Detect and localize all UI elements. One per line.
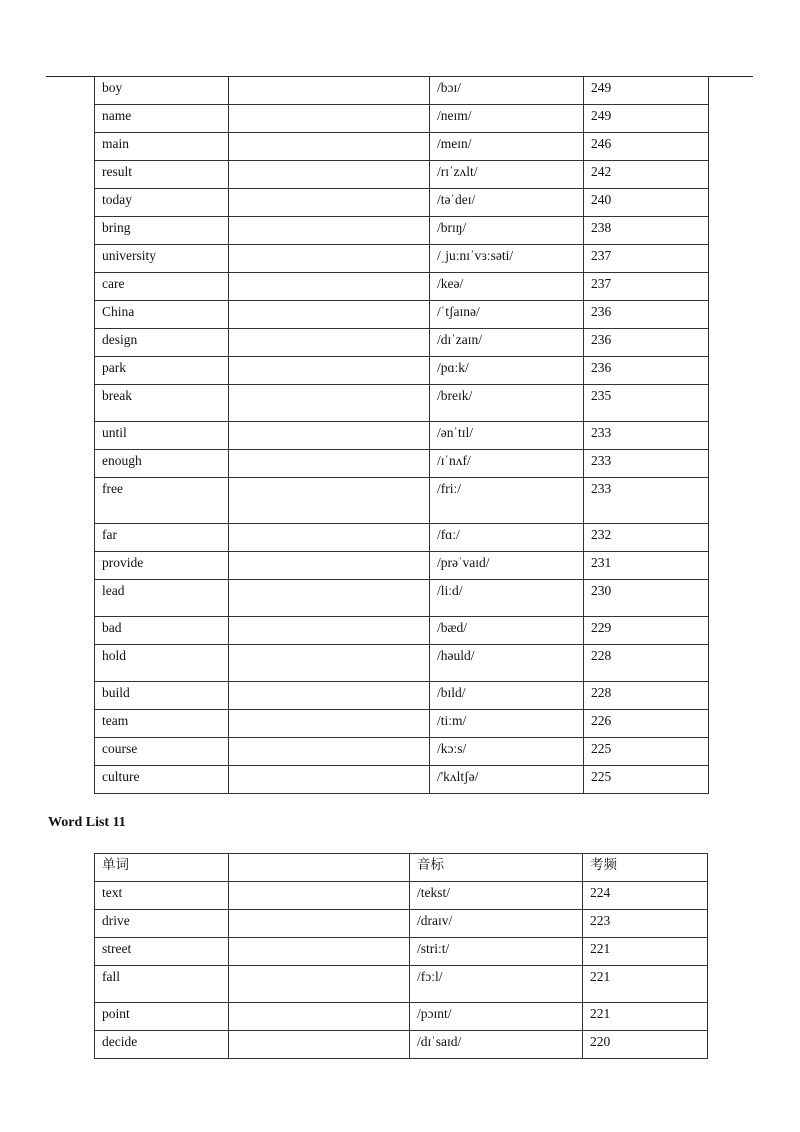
word-cell: until: [95, 422, 229, 450]
frequency-cell: 228: [584, 682, 709, 710]
phonetic-cell: /liːd/: [430, 580, 584, 617]
meaning-cell: [229, 450, 430, 478]
word-cell: bring: [95, 217, 229, 245]
frequency-cell: 242: [584, 161, 709, 189]
phonetic-cell: /friː/: [430, 478, 584, 524]
meaning-cell: [229, 645, 430, 682]
word-cell: far: [95, 524, 229, 552]
meaning-cell: [229, 580, 430, 617]
table-row: [95, 133, 709, 161]
frequency-cell: 224: [583, 882, 708, 910]
meaning-cell: [229, 552, 430, 580]
table-row: [95, 1003, 708, 1031]
frequency-cell: 225: [584, 766, 709, 794]
frequency-cell: 237: [584, 273, 709, 301]
header-word: 单词: [95, 854, 229, 882]
word-cell: bad: [95, 617, 229, 645]
meaning-cell: [229, 738, 430, 766]
word-cell: street: [95, 938, 229, 966]
meaning-cell: [229, 422, 430, 450]
word-cell: build: [95, 682, 229, 710]
meaning-cell: [229, 301, 430, 329]
frequency-cell: 240: [584, 189, 709, 217]
table-row: [95, 189, 709, 217]
meaning-cell: [229, 189, 430, 217]
frequency-cell: 233: [584, 422, 709, 450]
header-phonetic: 音标: [410, 854, 583, 882]
phonetic-cell: /təˈdeɪ/: [430, 189, 584, 217]
word-cell: main: [95, 133, 229, 161]
word-cell: lead: [95, 580, 229, 617]
frequency-cell: 235: [584, 385, 709, 422]
meaning-cell: [229, 910, 410, 938]
table-row: [95, 217, 709, 245]
table-row: [95, 524, 709, 552]
frequency-cell: 230: [584, 580, 709, 617]
phonetic-cell: /keə/: [430, 273, 584, 301]
frequency-cell: 233: [584, 478, 709, 524]
frequency-cell: 229: [584, 617, 709, 645]
table-row: [95, 77, 709, 105]
phonetic-cell: /striːt/: [410, 938, 583, 966]
meaning-cell: [229, 617, 430, 645]
meaning-cell: [229, 77, 430, 105]
table-row: [95, 245, 709, 273]
frequency-cell: 231: [584, 552, 709, 580]
table-row: [95, 161, 709, 189]
table-row: [95, 766, 709, 794]
header-meaning: [229, 854, 410, 882]
word-cell: provide: [95, 552, 229, 580]
frequency-cell: 238: [584, 217, 709, 245]
frequency-cell: 236: [584, 301, 709, 329]
phonetic-cell: /neɪm/: [430, 105, 584, 133]
meaning-cell: [229, 1031, 410, 1059]
meaning-cell: [229, 882, 410, 910]
meaning-cell: [229, 273, 430, 301]
frequency-cell: 237: [584, 245, 709, 273]
frequency-cell: 233: [584, 450, 709, 478]
word-cell: break: [95, 385, 229, 422]
meaning-cell: [229, 329, 430, 357]
table-row: [95, 738, 709, 766]
table-header-row: [95, 854, 708, 882]
frequency-cell: 225: [584, 738, 709, 766]
word-cell: China: [95, 301, 229, 329]
word-list-heading: Word List 11: [48, 815, 126, 830]
word-table-continued: [94, 76, 709, 794]
phonetic-cell: /meɪn/: [430, 133, 584, 161]
meaning-cell: [229, 105, 430, 133]
phonetic-cell: /bæd/: [430, 617, 584, 645]
meaning-cell: [229, 478, 430, 524]
frequency-cell: 236: [584, 329, 709, 357]
word-cell: point: [95, 1003, 229, 1031]
table-row: [95, 617, 709, 645]
word-cell: culture: [95, 766, 229, 794]
table-row: [95, 329, 709, 357]
frequency-cell: 232: [584, 524, 709, 552]
phonetic-cell: /tekst/: [410, 882, 583, 910]
phonetic-cell: /breɪk/: [430, 385, 584, 422]
meaning-cell: [229, 966, 410, 1003]
word-cell: university: [95, 245, 229, 273]
frequency-cell: 236: [584, 357, 709, 385]
word-cell: fall: [95, 966, 229, 1003]
meaning-cell: [229, 524, 430, 552]
meaning-cell: [229, 766, 430, 794]
meaning-cell: [229, 357, 430, 385]
table-row: [95, 450, 709, 478]
frequency-cell: 221: [583, 938, 708, 966]
word-cell: text: [95, 882, 229, 910]
table-row: [95, 273, 709, 301]
meaning-cell: [229, 682, 430, 710]
phonetic-cell: /ɪˈnʌf/: [430, 450, 584, 478]
word-cell: boy: [95, 77, 229, 105]
frequency-cell: 220: [583, 1031, 708, 1059]
table-row: [95, 105, 709, 133]
frequency-cell: 226: [584, 710, 709, 738]
frequency-cell: 249: [584, 77, 709, 105]
phonetic-cell: /draɪv/: [410, 910, 583, 938]
phonetic-cell: /bɔɪ/: [430, 77, 584, 105]
table-row: [95, 552, 709, 580]
meaning-cell: [229, 710, 430, 738]
phonetic-cell: /pɔɪnt/: [410, 1003, 583, 1031]
frequency-cell: 249: [584, 105, 709, 133]
phonetic-cell: /fɑː/: [430, 524, 584, 552]
phonetic-cell: /'kʌltʃə/: [430, 766, 584, 794]
frequency-cell: 221: [583, 966, 708, 1003]
table-row: [95, 478, 709, 524]
phonetic-cell: /bɪld/: [430, 682, 584, 710]
phonetic-cell: /rɪˈzʌlt/: [430, 161, 584, 189]
frequency-cell: 221: [583, 1003, 708, 1031]
word-cell: result: [95, 161, 229, 189]
phonetic-cell: /dɪˈsaɪd/: [410, 1031, 583, 1059]
table-row: [95, 301, 709, 329]
phonetic-cell: /tiːm/: [430, 710, 584, 738]
word-cell: course: [95, 738, 229, 766]
word-list-11-table: [94, 853, 708, 1059]
word-cell: today: [95, 189, 229, 217]
meaning-cell: [229, 245, 430, 273]
meaning-cell: [229, 385, 430, 422]
table-row: [95, 580, 709, 617]
table-row: [95, 422, 709, 450]
frequency-cell: 246: [584, 133, 709, 161]
frequency-cell: 228: [584, 645, 709, 682]
word-cell: team: [95, 710, 229, 738]
phonetic-cell: /ənˈtɪl/: [430, 422, 584, 450]
phonetic-cell: /brɪŋ/: [430, 217, 584, 245]
word-cell: care: [95, 273, 229, 301]
table-row: [95, 385, 709, 422]
word-cell: design: [95, 329, 229, 357]
phonetic-cell: /dɪˈzaɪn/: [430, 329, 584, 357]
phonetic-cell: /prəˈvaɪd/: [430, 552, 584, 580]
table-row: [95, 966, 708, 1003]
table-row: [95, 1031, 708, 1059]
meaning-cell: [229, 217, 430, 245]
table-row: [95, 682, 709, 710]
frequency-cell: 223: [583, 910, 708, 938]
word-cell: decide: [95, 1031, 229, 1059]
phonetic-cell: /kɔːs/: [430, 738, 584, 766]
table-row: [95, 910, 708, 938]
word-cell: hold: [95, 645, 229, 682]
word-cell: name: [95, 105, 229, 133]
table-row: [95, 938, 708, 966]
word-cell: park: [95, 357, 229, 385]
meaning-cell: [229, 161, 430, 189]
table-row: [95, 645, 709, 682]
table-row: [95, 710, 709, 738]
meaning-cell: [229, 938, 410, 966]
word-cell: drive: [95, 910, 229, 938]
word-cell: free: [95, 478, 229, 524]
table-row: [95, 882, 708, 910]
meaning-cell: [229, 1003, 410, 1031]
phonetic-cell: /fɔːl/: [410, 966, 583, 1003]
table-row: [95, 357, 709, 385]
header-frequency: 考频: [583, 854, 708, 882]
phonetic-cell: /pɑːk/: [430, 357, 584, 385]
phonetic-cell: /həuld/: [430, 645, 584, 682]
phonetic-cell: /ˌjuːnɪˈvɜːsəti/: [430, 245, 584, 273]
meaning-cell: [229, 133, 430, 161]
word-cell: enough: [95, 450, 229, 478]
phonetic-cell: /ˈtʃaɪnə/: [430, 301, 584, 329]
